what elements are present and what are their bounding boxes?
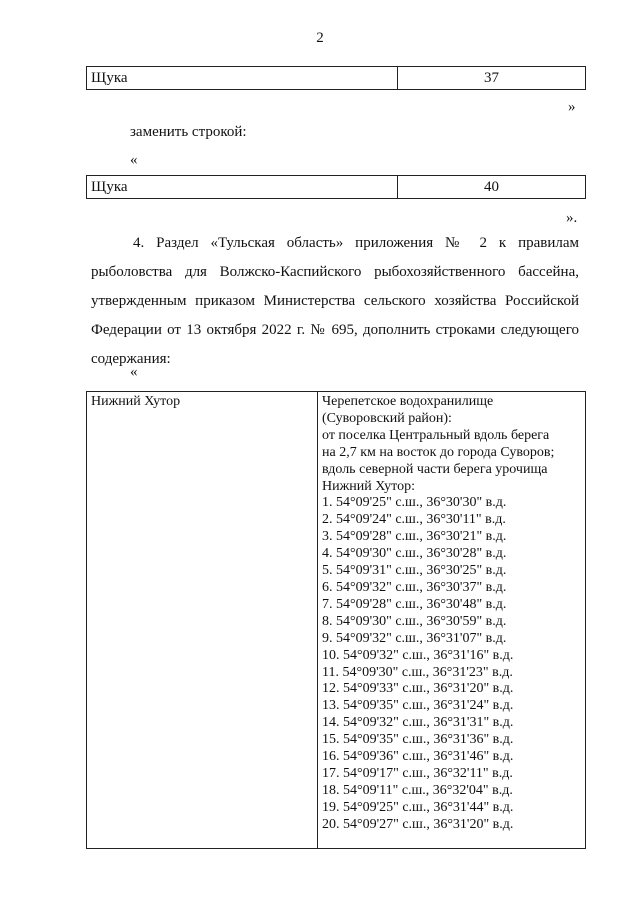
zone-name-cell xyxy=(87,392,318,849)
coordinate-item: 4. 54°09'30" с.ш., 36°30'28" в.д. xyxy=(322,546,507,562)
replace-instruction: заменить строкой: xyxy=(130,124,247,140)
zone-name: Нижний Хутор xyxy=(91,394,181,409)
table-row xyxy=(87,392,586,849)
catch-table-new xyxy=(86,175,586,199)
coordinate-item: 18. 54°09'11" с.ш., 36°32'04" в.д. xyxy=(322,782,513,798)
coordinate-item: 3. 54°09'28" с.ш., 36°30'21" в.д. xyxy=(322,529,507,545)
coordinate-item: 20. 54°09'27" с.ш., 36°31'20" в.д. xyxy=(322,816,514,832)
coordinate-item: 17. 54°09'17" с.ш., 36°32'11" в.д. xyxy=(322,765,513,781)
coordinate-item: 15. 54°09'35" с.ш., 36°31'36" в.д. xyxy=(322,732,514,748)
coordinate-item: 1. 54°09'25" с.ш., 36°30'30" в.д. xyxy=(322,495,507,511)
coordinate-item: 14. 54°09'32" с.ш., 36°31'31" в.д. xyxy=(322,715,514,731)
coordinate-item: 11. 54°09'30" с.ш., 36°31'23" в.д. xyxy=(322,664,513,680)
coordinate-item: 5. 54°09'31" с.ш., 36°30'25" в.д. xyxy=(322,563,507,579)
table-row xyxy=(87,67,586,90)
zone-description-line: вдоль северной части берега урочища xyxy=(322,461,548,477)
fish-name-cell: Щука xyxy=(87,67,398,90)
coordinate-item: 10. 54°09'32" с.ш., 36°31'16" в.д. xyxy=(322,647,514,663)
closing-quote: ». xyxy=(566,210,578,226)
fish-value-cell: 37 xyxy=(398,67,586,90)
coordinate-item: 12. 54°09'33" с.ш., 36°31'20" в.д. xyxy=(322,681,514,697)
zone-description-line: на 2,7 км на восток до города Суворов; xyxy=(322,444,555,460)
coordinate-item: 8. 54°09'30" с.ш., 36°30'59" в.д. xyxy=(322,613,507,629)
coordinate-item: 2. 54°09'24" с.ш., 36°30'11" в.д. xyxy=(322,512,506,528)
coordinate-item: 6. 54°09'32" с.ш., 36°30'37" в.д. xyxy=(322,579,507,595)
catch-table-old xyxy=(86,66,586,90)
coordinate-item: 19. 54°09'25" с.ш., 36°31'44" в.д. xyxy=(322,799,514,815)
page-number: 2 xyxy=(316,30,324,46)
coordinate-list xyxy=(322,495,581,833)
zone-description-line: Черепетское водохранилище xyxy=(322,394,494,409)
opening-quote: « xyxy=(130,364,138,380)
opening-quote: « xyxy=(130,152,138,168)
coordinate-item: 7. 54°09'28" с.ш., 36°30'48" в.д. xyxy=(322,596,507,612)
fish-name-cell: Щука xyxy=(87,176,398,199)
coordinate-item: 13. 54°09'35" с.ш., 36°31'24" в.д. xyxy=(322,698,514,714)
coordinate-item: 9. 54°09'32" с.ш., 36°31'07" в.д. xyxy=(322,630,507,646)
coordinate-item: 16. 54°09'36" с.ш., 36°31'46" в.д. xyxy=(322,749,514,765)
fish-value-cell: 40 xyxy=(398,176,586,199)
zone-description-cell xyxy=(318,392,586,849)
table-row xyxy=(87,176,586,199)
closing-quote: » xyxy=(568,99,576,115)
zone-description-line: от поселка Центральный вдоль берега xyxy=(322,427,550,443)
fishing-zone-table xyxy=(86,391,586,849)
zone-description-line: (Суворовский район): xyxy=(322,410,452,426)
amendment-paragraph: 4. Раздел «Тульская область» приложения № 2 к правилам рыболовства для Волжско-Каспийского рыбохозяйственного бассейна, утвержденным приказом Министерства сельского хозяйства Российской Федерации от 13 октября 2022 г. № 695, дополнить строками следующего содержания: xyxy=(91,235,579,367)
zone-description-line: Нижний Хутор: xyxy=(322,478,415,494)
